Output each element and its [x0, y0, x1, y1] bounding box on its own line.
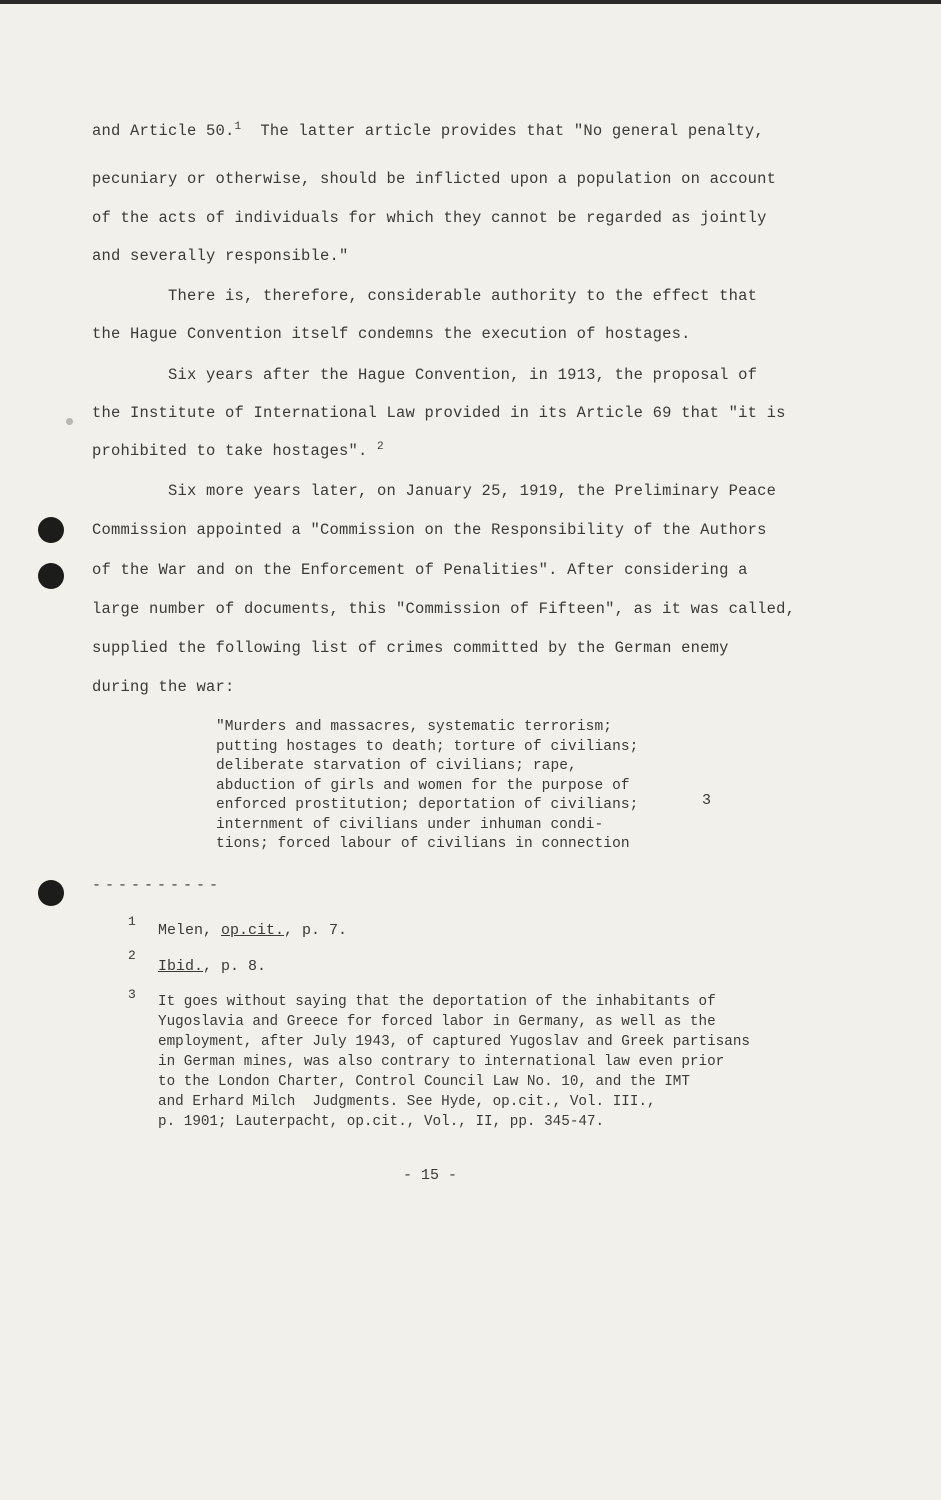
- body-line: [92, 521, 767, 539]
- body-line-text: and severally responsible.": [92, 247, 349, 265]
- block-quote: "Murders and massacres, systematic terrorism; putting hostages to death; torture of civilians; deliberate starvation of civilians; rape, abduction of girls and women for the purpose of enforced prostitution; deportation of civilians; internment of civilians under inhuman condi- tions; forced labour of civilians in connection: [216, 719, 639, 852]
- footnote-ref: 2: [377, 440, 384, 453]
- body-line-text: the Institute of International Law provided in its Article 69 that "it is: [92, 404, 786, 422]
- body-line: [92, 209, 767, 227]
- body-line-text: supplied the following list of crimes committed by the German enemy: [92, 639, 729, 657]
- body-line: [92, 639, 729, 657]
- footnote-2: Ibid., p. 8.: [158, 958, 267, 975]
- body-line: [92, 366, 757, 384]
- footnote-1: Melen, op.cit., p. 7.: [158, 922, 348, 939]
- body-line: [92, 122, 764, 140]
- body-line: [92, 482, 776, 500]
- punch-hole-top: [38, 517, 64, 543]
- body-line-text: the Hague Convention itself condemns the execution of hostages.: [92, 325, 691, 343]
- body-line: [92, 325, 691, 343]
- body-line: [92, 404, 786, 422]
- punch-hole-bottom: [38, 880, 64, 906]
- body-line-text: large number of documents, this "Commission of Fifteen", as it was called,: [92, 600, 796, 618]
- body-line-text: pecuniary or otherwise, should be inflicted upon a population on account: [92, 170, 777, 188]
- quote-footnote-ref: 3: [702, 792, 712, 809]
- body-line: [92, 561, 748, 579]
- footnote-ref: 1: [234, 120, 242, 133]
- body-line-text: Six years after the Hague Convention, in 1913, the proposal of: [92, 366, 758, 384]
- body-line-text: and Article 50.: [92, 122, 235, 140]
- body-line-text: There is, therefore, considerable authority to the effect that: [92, 287, 758, 305]
- footnote-3-number: 3: [128, 987, 136, 1002]
- body-line-text: during the war:: [92, 678, 235, 696]
- body-line-text: of the acts of individuals for which they cannot be regarded as jointly: [92, 209, 767, 227]
- body-line: [92, 170, 776, 188]
- footnote-1-number: 1: [128, 914, 136, 929]
- body-line-text: Commission appointed a "Commission on the Responsibility of the Authors: [92, 521, 767, 539]
- footnote-separator: ----------: [92, 877, 223, 894]
- body-line: [92, 287, 757, 305]
- body-line-text: of the War and on the Enforcement of Penalities". After considering a: [92, 561, 748, 579]
- scan-speck: [66, 418, 73, 425]
- page-number: - 15 -: [402, 1167, 457, 1184]
- scan-top-edge: [0, 0, 941, 4]
- body-line: [92, 442, 384, 460]
- body-line-text: The latter article provides that "No general penalty,: [241, 122, 764, 140]
- footnote-2-number: 2: [128, 948, 136, 963]
- body-line: [92, 600, 795, 618]
- body-line: [92, 247, 349, 265]
- body-line: [92, 678, 235, 696]
- punch-hole-middle: [38, 563, 64, 589]
- body-line-text: prohibited to take hostages".: [92, 442, 378, 460]
- body-line-text: Six more years later, on January 25, 1919, the Preliminary Peace: [92, 482, 777, 500]
- footnote-3: It goes without saying that the deportation of the inhabitants of Yugoslavia and Greece for forced labor in Germany, as well as the employment, after July 1943, of captured Yugoslav and Greek partisans in German mines, was also contrary to international law even prior to the London Charter, Control Council Law No. 10, and the IMT and Erhard Milch Judgments. See Hyde, op.cit., Vol. III., p. 1901; Lauterpacht, op.cit., Vol., II, pp. 345-47.: [158, 994, 750, 1130]
